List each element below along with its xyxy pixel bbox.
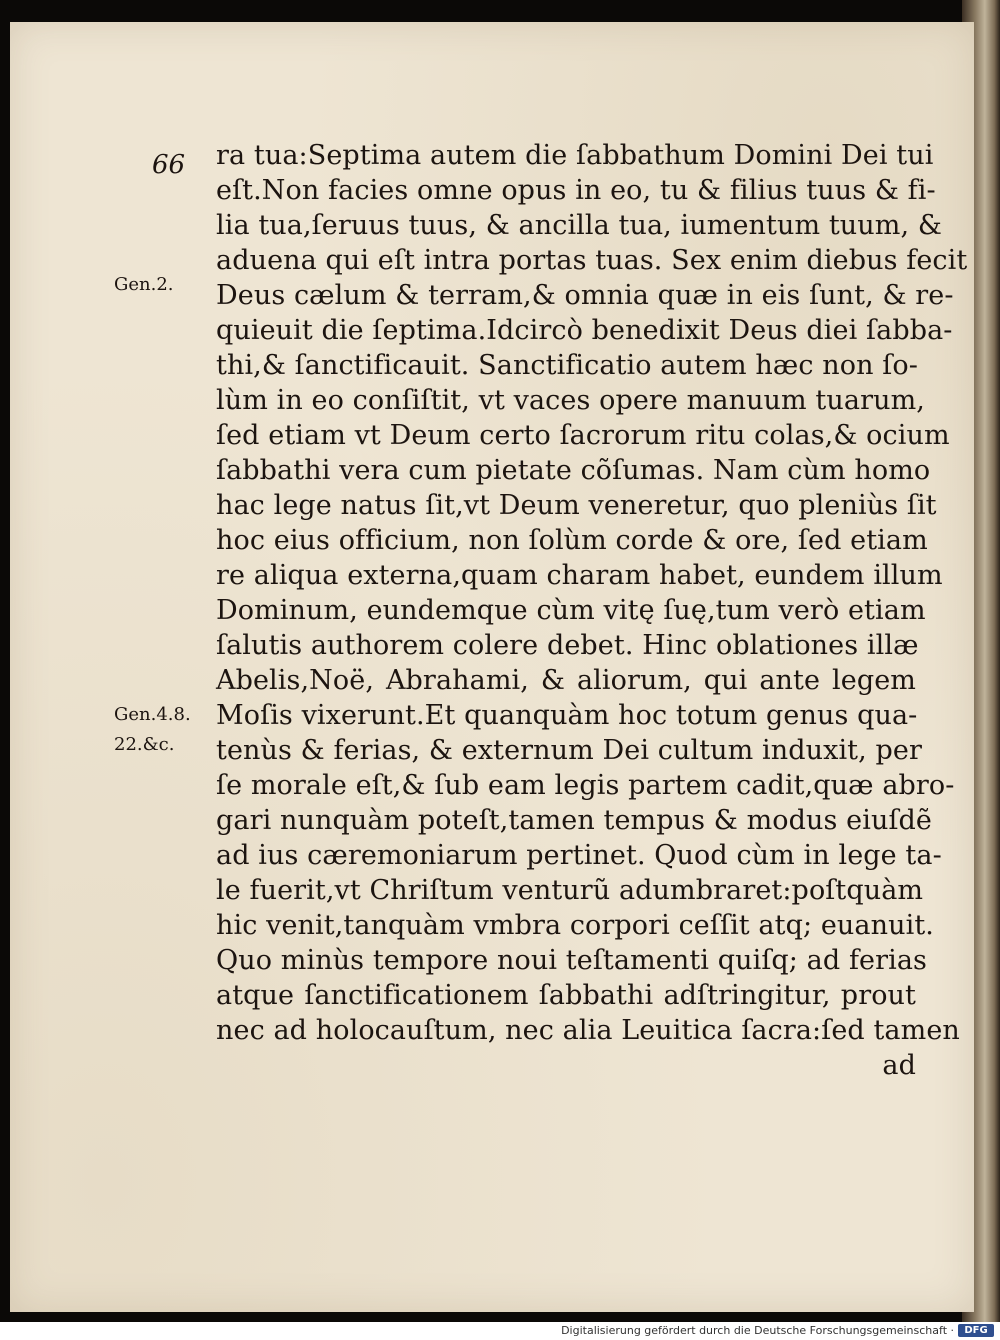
text-line: ſabbathi vera cum pietate cõſumas. Nam cùm homo (216, 455, 931, 486)
text-line: ſalutis authorem colere debet. Hinc oblationes illæ (216, 630, 919, 661)
text-line: aduena qui eſt intra portas tuas. Sex enim diebus fecit (216, 245, 968, 276)
text-line: Abelis,Noë, Abrahami, & aliorum, qui ante legem (216, 665, 916, 696)
text-line: re aliqua externa,quam charam habet, eundem illum (216, 560, 943, 591)
text-line: nec ad holocauſtum, nec alia Leuitica ſacra:ſed tamen (216, 1015, 960, 1046)
page-surface (10, 22, 974, 1312)
text-line: ſed etiam vt Deum certo ſacrorum ritu colas,& ocium (216, 420, 950, 451)
text-line: hac lege natus ſit,vt Deum veneretur, quo pleniùs ſit (216, 490, 937, 521)
text-line: Quo minùs tempore noui teſtamenti quiſq; ad ferias (216, 945, 928, 976)
text-line: hoc eius officium, non ſolùm corde & ore, ſed etiam (216, 525, 928, 556)
text-line: tenùs & ferias, & externum Dei cultum induxit, per (216, 735, 922, 766)
text-line: ſe morale eſt,& ſub eam legis partem cadit,quæ abro- (216, 770, 955, 801)
margin-note-gen-4-8: Gen.4.8. (114, 704, 191, 725)
text-line: hic venit,tanquàm vmbra corpori ceſſit atq; euanuit. (216, 910, 934, 941)
dfg-logo-icon[interactable]: DFG (958, 1324, 994, 1337)
footer-bar (0, 1322, 1000, 1340)
text-line: thi,& ſanctificauit. Sanctificatio autem hæc non ſo- (216, 350, 918, 381)
book-page (10, 22, 974, 1312)
catchword: ad (882, 1050, 916, 1081)
margin-note-22-etc: 22.&c. (114, 734, 175, 755)
text-line: gari nunquàm poteſt,tamen tempus & modus eiuſdẽ (216, 805, 933, 836)
text-line: quieuit die ſeptima.Idcircò benedixit Deus diei ſabba- (216, 315, 953, 346)
text-line: Moſis vixerunt.Et quanquàm hoc totum genus qua- (216, 700, 918, 731)
page-number: 66 (152, 150, 186, 180)
text-line: lùm in eo conſiſtit, vt vaces opere manuum tuarum, (216, 385, 925, 416)
text-line: le fuerit,vt Chriſtum venturũ adumbraret:poſtquàm (216, 875, 924, 906)
margin-note-gen-2: Gen.2. (114, 274, 174, 295)
text-line: Deus cælum & terram,& omnia quæ in eis ſunt, & re- (216, 280, 954, 311)
text-line: ad ius cæremoniarum pertinet. Quod cùm in lege ta- (216, 840, 942, 871)
text-line: lia tua,ſeruus tuus, & ancilla tua, iumentum tuum, & (216, 210, 942, 241)
text-line: atque ſanctificationem ſabbathi adſtringitur, prout (216, 980, 916, 1011)
funding-notice: Digitalisierung gefördert durch die Deutsche Forschungsgemeinschaft · (561, 1324, 954, 1337)
text-line: Dominum, eundemque cùm vitę ſuę,tum verò etiam (216, 595, 926, 626)
text-line: eſt.Non facies omne opus in eo, tu & filius tuus & fi- (216, 175, 936, 206)
text-line: ra tua:Septima autem die ſabbathum Domini Dei tui (216, 140, 934, 171)
